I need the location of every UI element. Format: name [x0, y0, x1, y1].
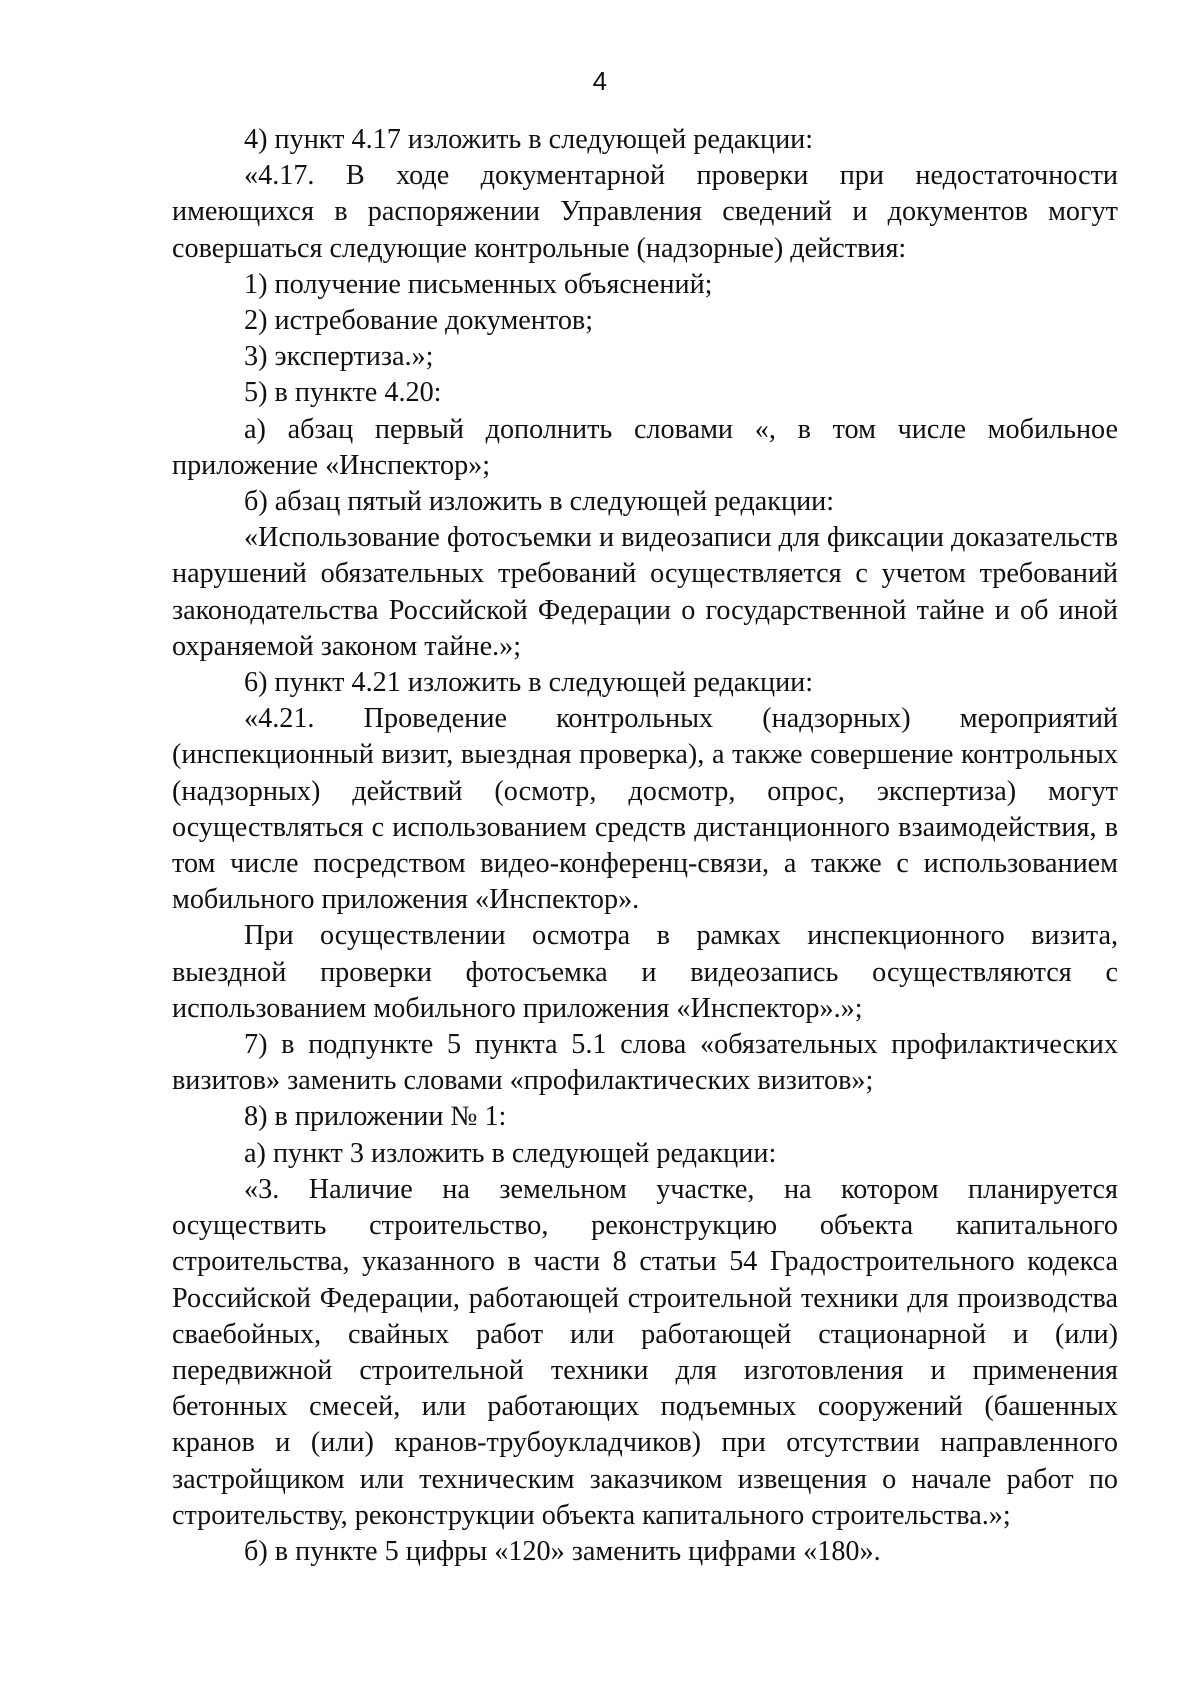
paragraph: 6) пункт 4.21 изложить в следующей редакции: [244, 667, 814, 699]
paragraph: 5) в пункте 4.20: [244, 377, 442, 409]
paragraph: «4.17. В ходе документарной проверки при недостаточности имеющихся в распоряжении Управления сведений и документов могут совершаться следующие контрольные (надзорные) действия: [172, 160, 1118, 264]
paragraph: «Использование фотосъемки и видеозаписи для фиксации доказательств нарушений обязательных требований осуществляется с учетом требований законодательства Российской Федерации о государственной тайне и об иной охраняемой законом тайне.»; [172, 522, 1118, 662]
paragraph: б) в пункте 5 цифры «120» заменить цифрами «180». [244, 1535, 881, 1567]
paragraph: 8) в приложении № 1: [244, 1101, 507, 1133]
paragraph: а) абзац первый дополнить словами «, в том числе мобильное приложение «Инспектор»; [172, 413, 1118, 481]
paragraph: При осуществлении осмотра в рамках инспекционного визита, выездной проверки фотосъемка и видеозапись осуществляются с использованием мобильного приложения «Инспектор».»; [172, 920, 1118, 1024]
paragraph: б) абзац пятый изложить в следующей редакции: [244, 486, 835, 518]
paragraph: «3. Наличие на земельном участке, на котором планируется осуществить строительство, реконструкцию объекта капитального строительства, указанного в части 8 статьи 54 Градостроительного кодекса Российской Федерации, работающей строительной техники для производства сваебойных, свайных работ или работающей стационарной и (или) передвижной строительной техники для изготовления и применения бетонных смесей, или работающих подъемных сооружений (башенных кранов и (или) кранов-трубоукладчиков) при отсутствии направленного застройщиком или техническим заказчиком извещения о начале работ по строительству, реконструкции объекта капитального строительства.»; [172, 1173, 1118, 1531]
paragraph: 1) получение письменных объяснений; [244, 268, 713, 300]
paragraph: 2) истребование документов; [244, 305, 594, 337]
page-number: 4 [592, 66, 608, 96]
paragraph: «4.21. Проведение контрольных (надзорных) мероприятий (инспекционный визит, выездная проверка), а также совершение контрольных (надзорных) действий (осмотр, досмотр, опрос, экспертиза) могут осуществляться с использованием средств дистанционного взаимодействия, в том числе посредством видео-конференц-связи, а также с использованием мобильного приложения «Инспектор». [172, 703, 1118, 916]
paragraph: 4) пункт 4.17 изложить в следующей редакции: [244, 124, 814, 155]
document-body [172, 122, 1118, 1570]
paragraph: 3) экспертиза.»; [244, 341, 434, 373]
paragraph: 7) в подпункте 5 пункта 5.1 слова «обязательных профилактических визитов» заменить словами «профилактических визитов»; [172, 1029, 1118, 1097]
paragraph: а) пункт 3 изложить в следующей редакции: [244, 1137, 777, 1169]
